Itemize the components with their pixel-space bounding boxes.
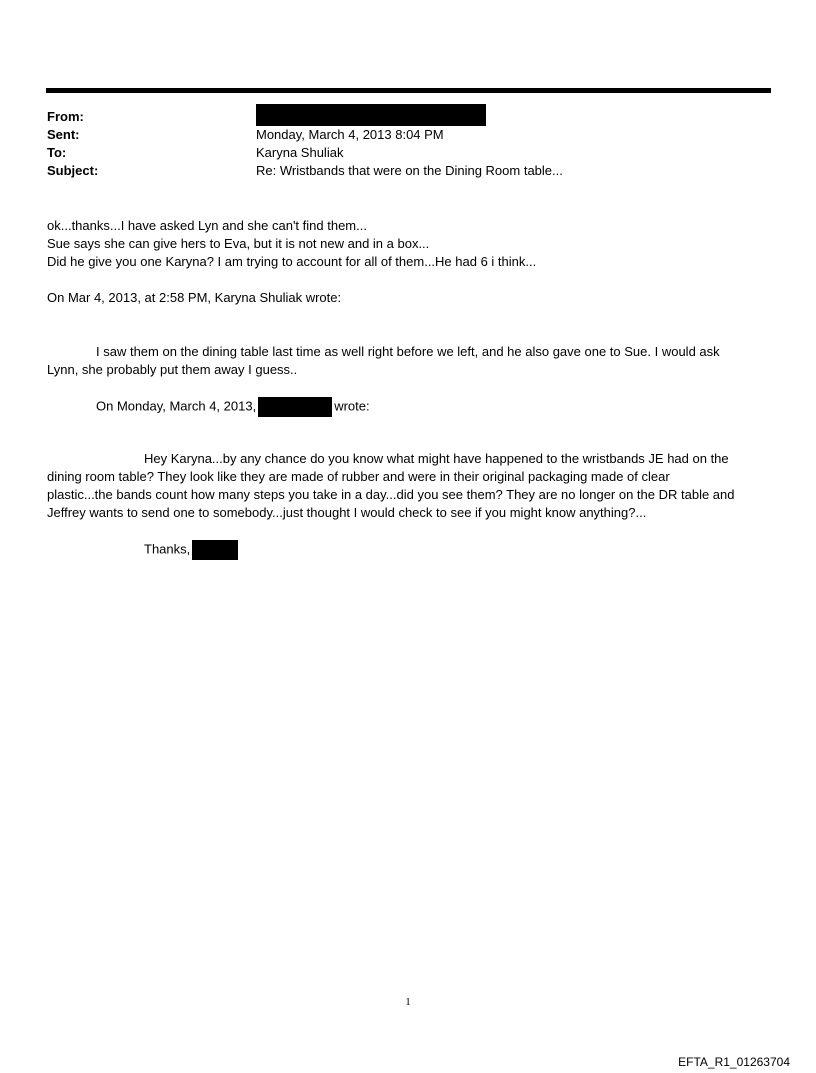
to-value: Karyna Shuliak <box>256 145 344 160</box>
to-label: To: <box>47 145 67 160</box>
body-line: ok...thanks...I have asked Lyn and she can't find them... <box>47 218 367 233</box>
reply1-line: I saw them on the dining table last time as well right before we left, and he also gave one to Sue. I would ask <box>96 344 720 359</box>
body-line: Sue says she can give hers to Eva, but it is not new and in a box... <box>47 236 430 251</box>
signoff <box>144 540 238 560</box>
reply2-line: Hey Karyna...by any chance do you know what might have happened to the wristbands JE had on the <box>144 451 729 466</box>
sent-label: Sent: <box>47 127 80 142</box>
reply1-line: Lynn, she probably put them away I guess.. <box>47 362 298 377</box>
reply1-intro-prefix: On Monday, March 4, 2013, <box>96 398 257 414</box>
header-rule <box>46 88 771 93</box>
reply2-line: Jeffrey wants to send one to somebody...just thought I would check to see if you might know anything?... <box>47 505 647 520</box>
body-line: Did he give you one Karyna? I am trying to account for all of them...He had 6 i think... <box>47 254 537 269</box>
page-number: 1 <box>405 996 411 1008</box>
subject-label: Subject: <box>47 163 99 178</box>
redacted-sender <box>256 104 486 126</box>
reply1-intro-suffix: wrote: <box>334 398 370 414</box>
quote-intro: On Mar 4, 2013, at 2:58 PM, Karyna Shuliak wrote: <box>47 290 342 305</box>
from-label: From: <box>47 109 84 124</box>
document-id: EFTA_R1_01263704 <box>678 1055 790 1069</box>
sent-value: Monday, March 4, 2013 8:04 PM <box>256 127 444 142</box>
signoff-text: Thanks, <box>144 541 191 557</box>
subject-value: Re: Wristbands that were on the Dining Room table... <box>256 163 563 178</box>
reply2-line: plastic...the bands count how many steps you take in a day...did you see them? They are no longer on the DR table and <box>47 487 735 502</box>
reply2-line: dining room table? They look like they are made of rubber and were in their original packaging made of clear <box>47 469 670 484</box>
redacted-name <box>258 397 332 417</box>
redacted-signature <box>192 540 238 560</box>
reply1-intro <box>96 397 370 417</box>
